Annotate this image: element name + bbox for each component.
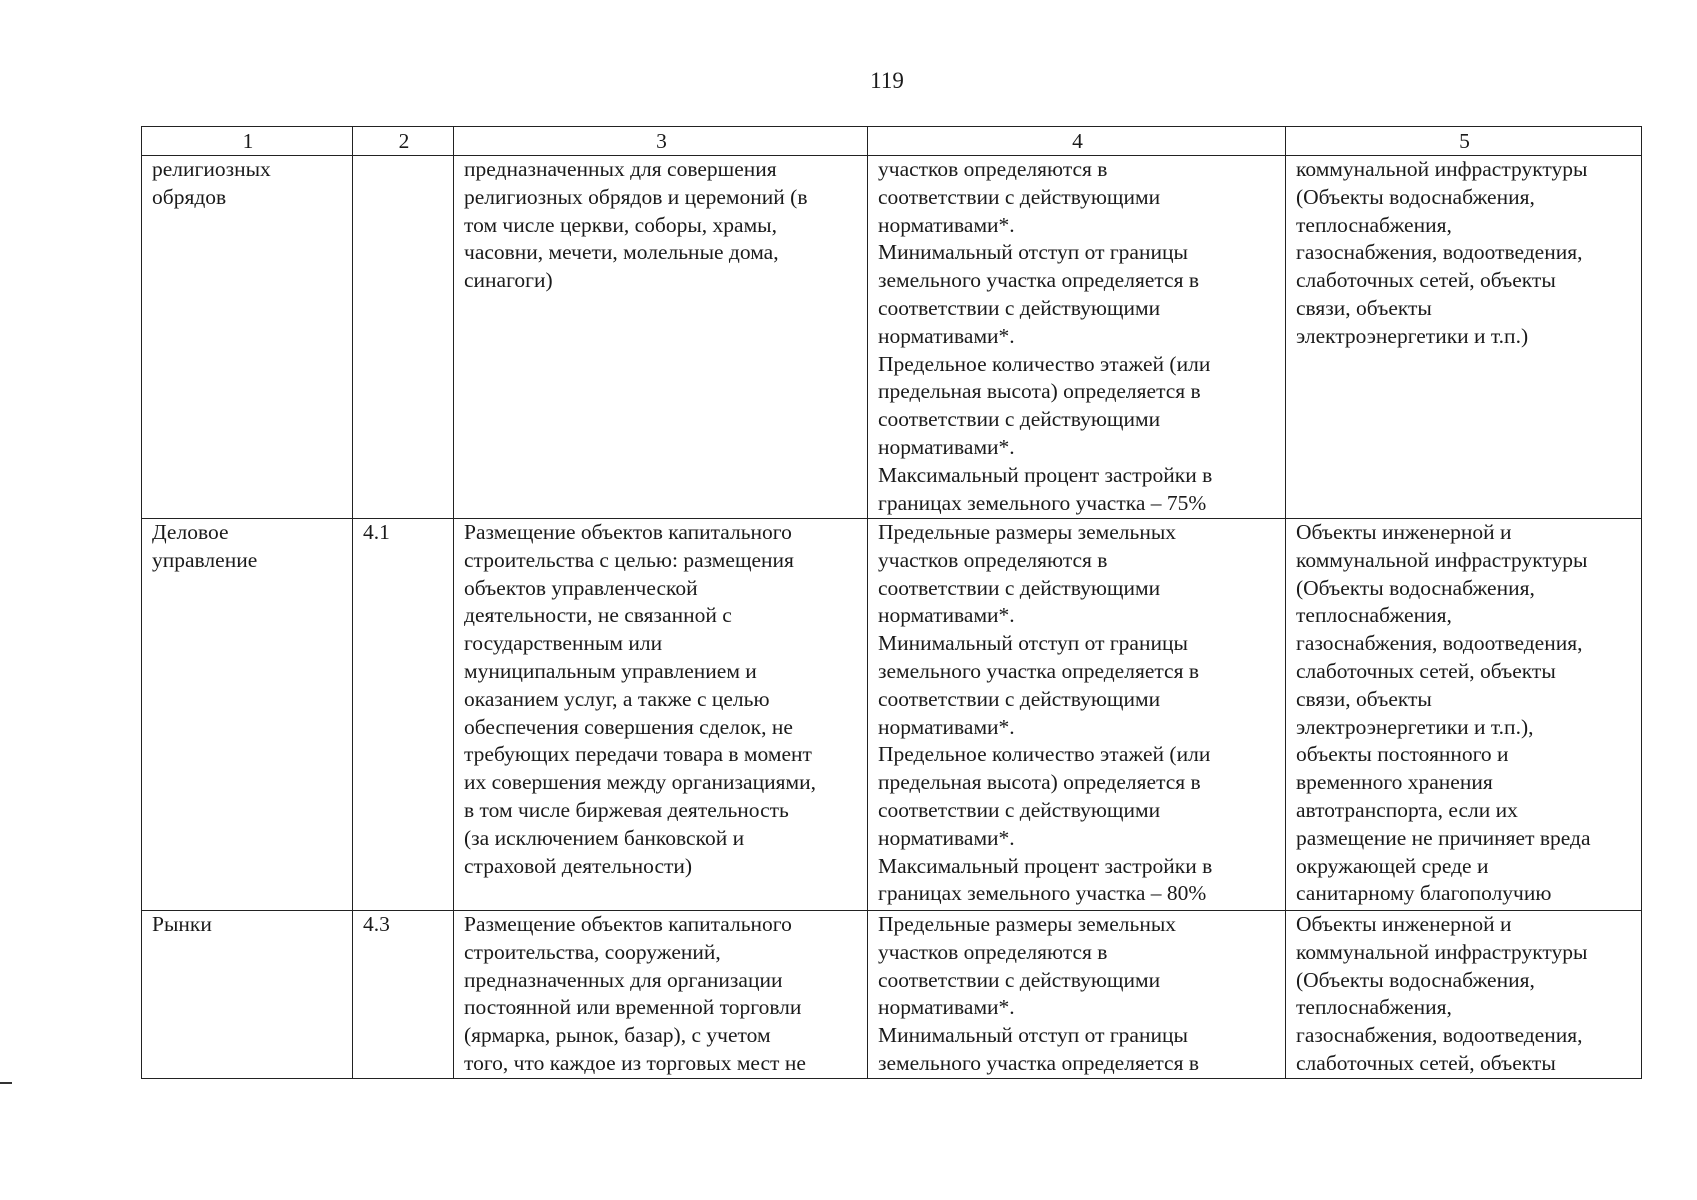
use-name: религиозных обрядов	[152, 157, 271, 209]
margin-mark	[0, 1082, 12, 1084]
use-description: Размещение объектов капитального строительства с целью: размещения объектов управленческой деятельности, не связанной с государственным или муниципальным управлением и оказанием услуг, а также с целью обеспечения совершения сделок, не требующих передачи товара в момент их совершения между организациями, в том числе биржевая деятельность (за исключением банковской и страховой деятельности)	[464, 520, 816, 878]
use-code-cell	[353, 519, 454, 911]
table-row	[142, 911, 1642, 1079]
use-name-cell	[142, 156, 353, 519]
use-parameters: Предельные размеры земельных участков определяются в соответствии с действующими нормативами*. Минимальный отступ от границы земельного участка определяется в	[878, 912, 1199, 1075]
use-description: предназначенных для совершения религиозных обрядов и церемоний (в том числе церкви, соборы, храмы, часовни, мечети, молельные дома, синагоги)	[464, 157, 808, 293]
use-name: Рынки	[152, 912, 212, 936]
column-header-4: 4	[868, 127, 1286, 156]
use-name: Деловое управление	[152, 520, 258, 572]
table-row	[142, 156, 1642, 519]
use-code-cell	[353, 156, 454, 519]
use-name-cell	[142, 519, 353, 911]
column-header-2: 2	[353, 127, 454, 156]
use-parameters: Предельные размеры земельных участков определяются в соответствии с действующими нормативами*. Минимальный отступ от границы земельного участка определяется в соответствии с действующими нормативами*. Предельное количество этажей (или предельная высота) определяется в соответствии с действующими нормативами*. Максимальный процент застройки в границах земельного участка – 80%	[878, 520, 1213, 906]
use-parameters-cell	[868, 519, 1286, 911]
use-parameters: участков определяются в соответствии с действующими нормативами*. Минимальный отступ от границы земельного участка определяется в соответствии с действующими нормативами*. Предельное количество этажей (или предельная высота) определяется в соответствии с действующими нормативами*. Максимальный процент застройки в границах земельного участка – 75%	[878, 157, 1213, 515]
use-name-cell	[142, 911, 353, 1079]
auxiliary-uses: коммунальной инфраструктуры (Объекты водоснабжения, теплоснабжения, газоснабжения, водоотведения, слаботочных сетей, объекты связи, объекты электроэнергетики и т.п.)	[1296, 157, 1588, 348]
use-parameters-cell	[868, 911, 1286, 1079]
use-code: 4.3	[363, 912, 390, 936]
use-code-cell	[353, 911, 454, 1079]
auxiliary-uses-cell	[1286, 911, 1642, 1079]
table-header-row	[142, 127, 1642, 156]
use-description-cell	[454, 156, 868, 519]
auxiliary-uses-cell	[1286, 156, 1642, 519]
column-header-3: 3	[454, 127, 868, 156]
auxiliary-uses-cell	[1286, 519, 1642, 911]
use-description-cell	[454, 519, 868, 911]
use-code: 4.1	[363, 520, 390, 544]
table-row	[142, 519, 1642, 911]
auxiliary-uses: Объекты инженерной и коммунальной инфраструктуры (Объекты водоснабжения, теплоснабжения, газоснабжения, водоотведения, слаботочных сетей, объекты	[1296, 912, 1588, 1075]
page-number: 119	[870, 68, 904, 93]
column-header-1: 1	[142, 127, 353, 156]
use-parameters-cell	[868, 156, 1286, 519]
use-description: Размещение объектов капитального строительства, сооружений, предназначенных для организации постоянной или временной торговли (ярмарка, рынок, базар), с учетом того, что каждое из торговых мест не	[464, 912, 806, 1075]
land-use-table	[141, 126, 1642, 1079]
use-description-cell	[454, 911, 868, 1079]
column-header-5: 5	[1286, 127, 1642, 156]
auxiliary-uses: Объекты инженерной и коммунальной инфраструктуры (Объекты водоснабжения, теплоснабжения, газоснабжения, водоотведения, слаботочных сетей, объекты связи, объекты электроэнергетики и т.п.), объекты постоянного и временного хранения автотранспорта, если их размещение не причиняет вреда окружающей среде и санитарному благополучию	[1296, 520, 1591, 906]
